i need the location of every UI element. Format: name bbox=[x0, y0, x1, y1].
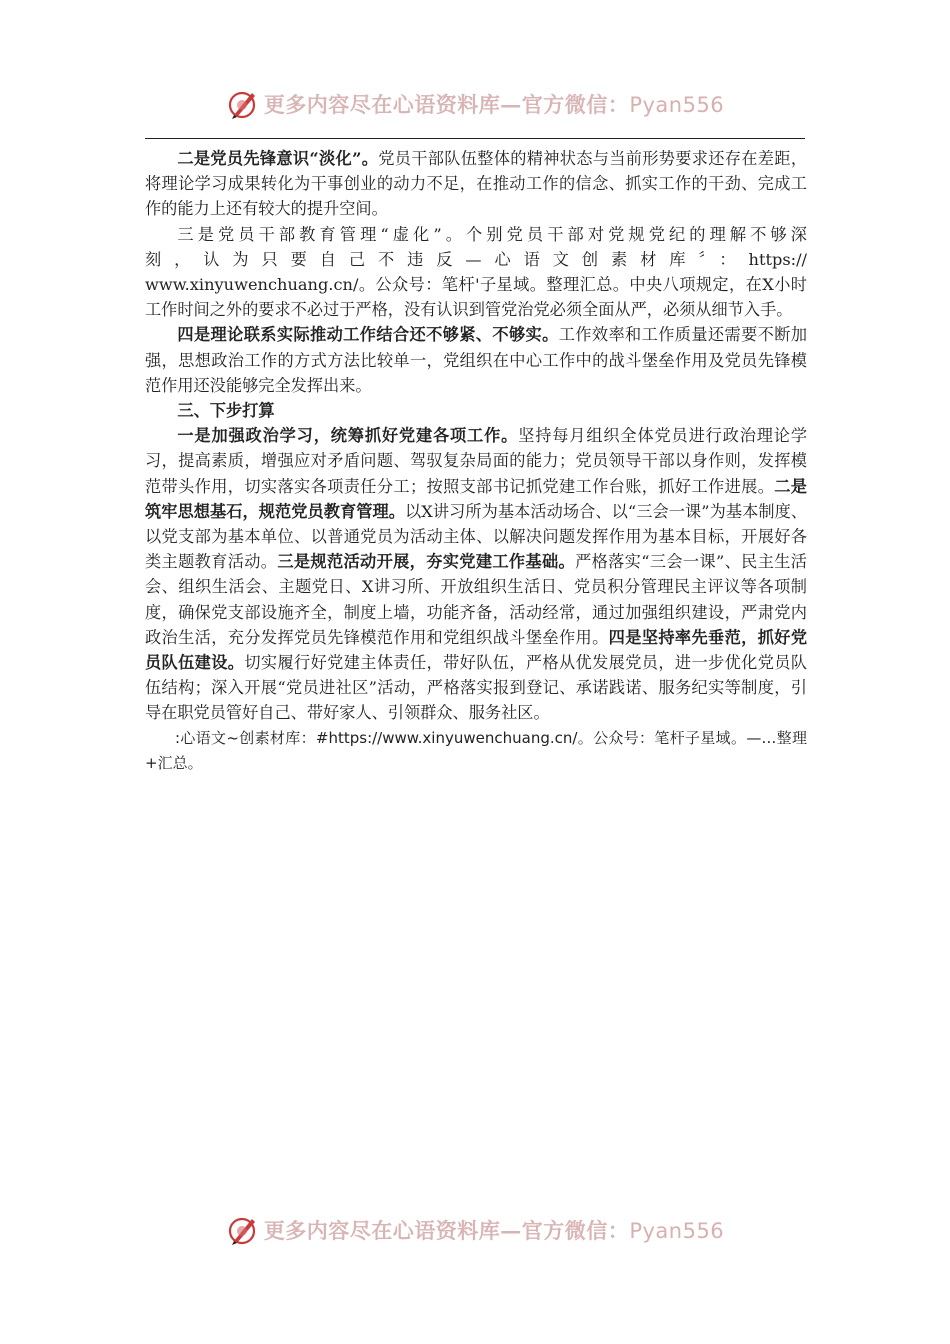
plan-1-text: 坚持每月组织全体党员进行政治理论学习，提高素质，增强应对矛盾问题、驾驭复杂局面的能力；党员领导干部以身作则，发挥模范带头作用，切实落实各项责任分工；按照支部书记抓党建工作台账，抓好工作进展。 bbox=[145, 426, 808, 496]
plan-3-lead: 三是规范活动开展，夯实党建工作基础。 bbox=[277, 552, 576, 572]
plan-2-lead: 二是筑牢思想基石，规范党员教育管理。 bbox=[145, 476, 807, 521]
paragraph-1-lead: 二是党员先锋意识“淡化”。 bbox=[177, 149, 379, 168]
paragraph-1-text: 党员干部队伍整体的精神状态与当前形势要求还存在差距，将理论学习成果转化为干事创业的动力不足，在推动工作的信念、抓实工作的干劲、完成工作的能力上还有较大的提升空间。 bbox=[145, 149, 808, 219]
paragraph-3-lead: 四是理论联系实际推动工作结合还不够紧、不够实。 bbox=[177, 325, 559, 345]
plan-1-lead: 一是加强政治学习，统筹抓好党建各项工作。 bbox=[177, 426, 519, 446]
plan-3-text: 严格落实“三会一课”、民主生活会、组织生活会、主题党日、X讲习所、开放组织生活日、党员积分管理民主评议等各项制度，确保党支部设施齐全，制度上墙，功能齐备，活动经常，通过加强组织建设，严肃党内政治生活，充分发挥党员先锋模范作用和党组织战斗堡垒作用。 bbox=[145, 552, 807, 647]
paragraph-3 bbox=[145, 322, 807, 398]
plan-2-text: 以X讲习所为基本活动场合、以“三会一课”为基本制度、以党支部为基本单位、以普通党员为活动主体、以解决问题发挥作用为基本目标，开展好各类主题教育活动。 bbox=[145, 501, 808, 572]
banner-text: 更多内容尽在心语资料库—官方微信：Pyan556 bbox=[263, 1218, 725, 1243]
plan-4-lead: 四是坚持率先垂范，抓好党员队伍建设。 bbox=[145, 627, 808, 673]
paragraph-2-rest: www.xinyuwenchuang.cn/。公众号：笔杆'子星域。整理汇总。中央八项规定，在X小时工作时间之外的要求不必过于严格，没有认识到管党治党必须全面从严，必须从细节入手。 bbox=[145, 275, 807, 320]
banner-wechat-id: Pyan556 bbox=[629, 93, 725, 117]
plan-4-text: 切实履行好党建主体责任，带好队伍，严格从优发展党员，进一步优化党员队伍结构；深入开展“党员进社区”活动，严格落实报到登记、承诺践诺、服务纪实等制度，引导在职党员管好自己、带好家人、引领群众、服务社区。 bbox=[145, 653, 808, 723]
paragraph-2-line-2: 刻，认为只要自己不违反—心语文创素材库〞：https:// bbox=[145, 249, 807, 269]
paragraph-2-line-1: 三是党员干部教育管理“虚化”。个别党员干部对党规党纪的理解不够深 bbox=[177, 224, 807, 244]
header-rule bbox=[145, 138, 805, 139]
paragraph-1 bbox=[145, 146, 807, 222]
paragraph-4 bbox=[145, 423, 807, 725]
banner-text: 更多内容尽在心语资料库—官方微信：Pyan556 bbox=[263, 92, 725, 117]
header-banner bbox=[0, 84, 950, 124]
document-body bbox=[145, 146, 807, 776]
paragraph-3-text: 工作效率和工作质量还需要不断加强，思想政治工作的方式方法比较单一，党组织在中心工作中的战斗堡垒作用及党员先锋模范作用还没能够完全发挥出来。 bbox=[145, 325, 808, 395]
source-note: :心语文~创素材库：#https://www.xinyuwenchuang.cn/。公众号：笔杆子星域。—…整理+汇总。 bbox=[145, 728, 807, 772]
quill-pen-seal-icon bbox=[226, 1213, 260, 1247]
section-title: 三、下步打算 bbox=[177, 401, 275, 421]
quill-pen-seal-icon bbox=[226, 87, 260, 121]
banner-wechat-id: Pyan556 bbox=[629, 1219, 725, 1243]
footer-banner bbox=[0, 1210, 950, 1250]
